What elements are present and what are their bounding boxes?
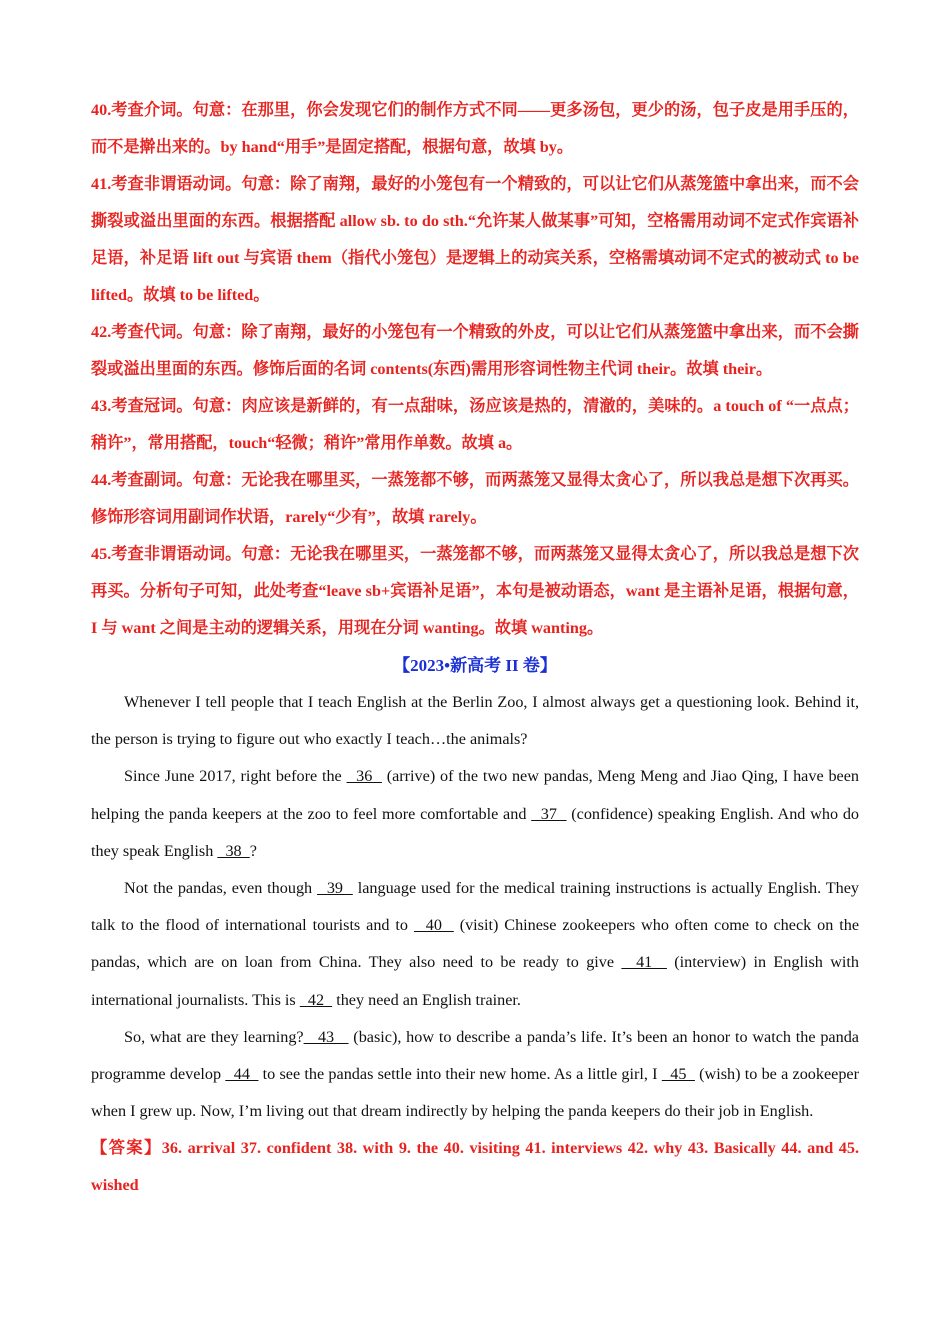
passage-text: So, what are they learning?	[124, 1027, 304, 1046]
passage-paragraph-4	[91, 1019, 859, 1131]
explanation-41: 41.考查非谓语动词。句意：除了南翔，最好的小笼包有一个精致的，可以让它们从蒸笼篮中拿出来，而不会撕裂或溢出里面的东西。根据搭配 allow sb. to do sth.“允许某人做某事”可知，空格需用动词不定式作宾语补足语，补足语 lift out 与宾语 them（指代小笼包）是逻辑上的动宾关系，空格需填动词不定式的被动式 to be lifted。故填 to be lifted。	[91, 175, 859, 304]
passage-text: to see the pandas settle into their new home. As a little girl, I	[258, 1065, 662, 1084]
document-page	[91, 92, 859, 1204]
blank-44: 44	[225, 1065, 259, 1084]
explanation-43: 43.考查冠词。句意：肉应该是新鲜的，有一点甜味，汤应该是热的，清澈的，美味的。a touch of “一点点；稍许”，常用搭配，touch“轻微；稍许”常用作单数。故填 a。	[91, 397, 859, 452]
passage-text: (wish) to be a zookeeper when I grew up. Now, I’m living out that dream indirectly by helping the panda keepers do their job in English.	[91, 1065, 860, 1121]
blank-38: 38	[217, 841, 250, 860]
blank-45: 45	[661, 1065, 695, 1084]
explanation-40: 40.考查介词。句意：在那里，你会发现它们的制作方式不同——更多汤包，更少的汤，包子皮是用手压的，而不是擀出来的。by hand“用手”是固定搭配，根据句意，故填 by。	[91, 101, 859, 156]
passage-text: (arrive) of the two new pandas, Meng Meng and Jiao Qing, I have been helping the panda keepers at the zoo to feel more comfortable and	[91, 767, 859, 823]
passage-text: (interview) in English with international journalists. This is	[91, 953, 859, 1009]
blank-42: 42	[299, 990, 333, 1009]
blank-40: 40	[413, 916, 454, 935]
blank-41: 41	[621, 953, 667, 972]
passage-text: (visit) Chinese zookeepers who often come to check on the pandas, which are on loan from China. They also need to be ready to give	[91, 916, 860, 972]
explanation-45: 45.考查非谓语动词。句意：无论我在哪里买，一蒸笼都不够，而两蒸笼又显得太贪心了，所以我总是想下次再买。分析句子可知，此处考查“leave sb+宾语补足语”，本句是被动语态，want 是主语补足语，根据句意，I 与 want 之间是主动的逻辑关系，用现在分词 wanting。故填 wanting。	[91, 545, 859, 637]
passage-paragraph-1: Whenever I tell people that I teach English at the Berlin Zoo, I almost always get a questioning look. Behind it, the person is trying to figure out who exactly I teach…the animals?	[91, 693, 859, 749]
blank-36: 36	[346, 767, 382, 786]
explanation-44: 44.考查副词。句意：无论我在哪里买，一蒸笼都不够，而两蒸笼又显得太贪心了，所以我总是想下次再买。修饰形容词用副词作状语，rarely“少有”，故填 rarely。	[91, 471, 859, 526]
passage-text: language used for the medical training instructions is actually English. They talk to the flood of international tourists and to	[91, 879, 860, 935]
section-title: 【2023•新高考 II 卷】	[393, 656, 557, 675]
passage-paragraph-2	[91, 758, 859, 870]
passage-text: (confidence) speaking English. And who do they speak English	[91, 804, 860, 860]
passage-paragraph-3	[91, 870, 859, 1019]
passage-text: ?	[249, 841, 257, 860]
blank-37: 37	[531, 804, 567, 823]
passage-text: they need an English trainer.	[332, 990, 521, 1009]
passage-text: Since June 2017, right before the	[124, 767, 347, 786]
blank-39: 39	[317, 879, 353, 898]
passage-text: (basic), how to describe a panda’s life. It’s been an honor to watch the panda programme develop	[91, 1027, 859, 1084]
answer-key: 【答案】36. arrival 37. confident 38. with 9. the 40. visiting 41. interviews 42. why 43. Basically 44. and 45. wished	[91, 1139, 859, 1195]
blank-43: 43	[303, 1027, 349, 1046]
passage-text: Not the pandas, even though	[124, 879, 318, 898]
explanation-42: 42.考查代词。句意：除了南翔，最好的小笼包有一个精致的外皮，可以让它们从蒸笼篮中拿出来，而不会撕裂或溢出里面的东西。修饰后面的名词 contents(东西)需用形容词性物主代词 their。故填 their。	[91, 323, 859, 378]
